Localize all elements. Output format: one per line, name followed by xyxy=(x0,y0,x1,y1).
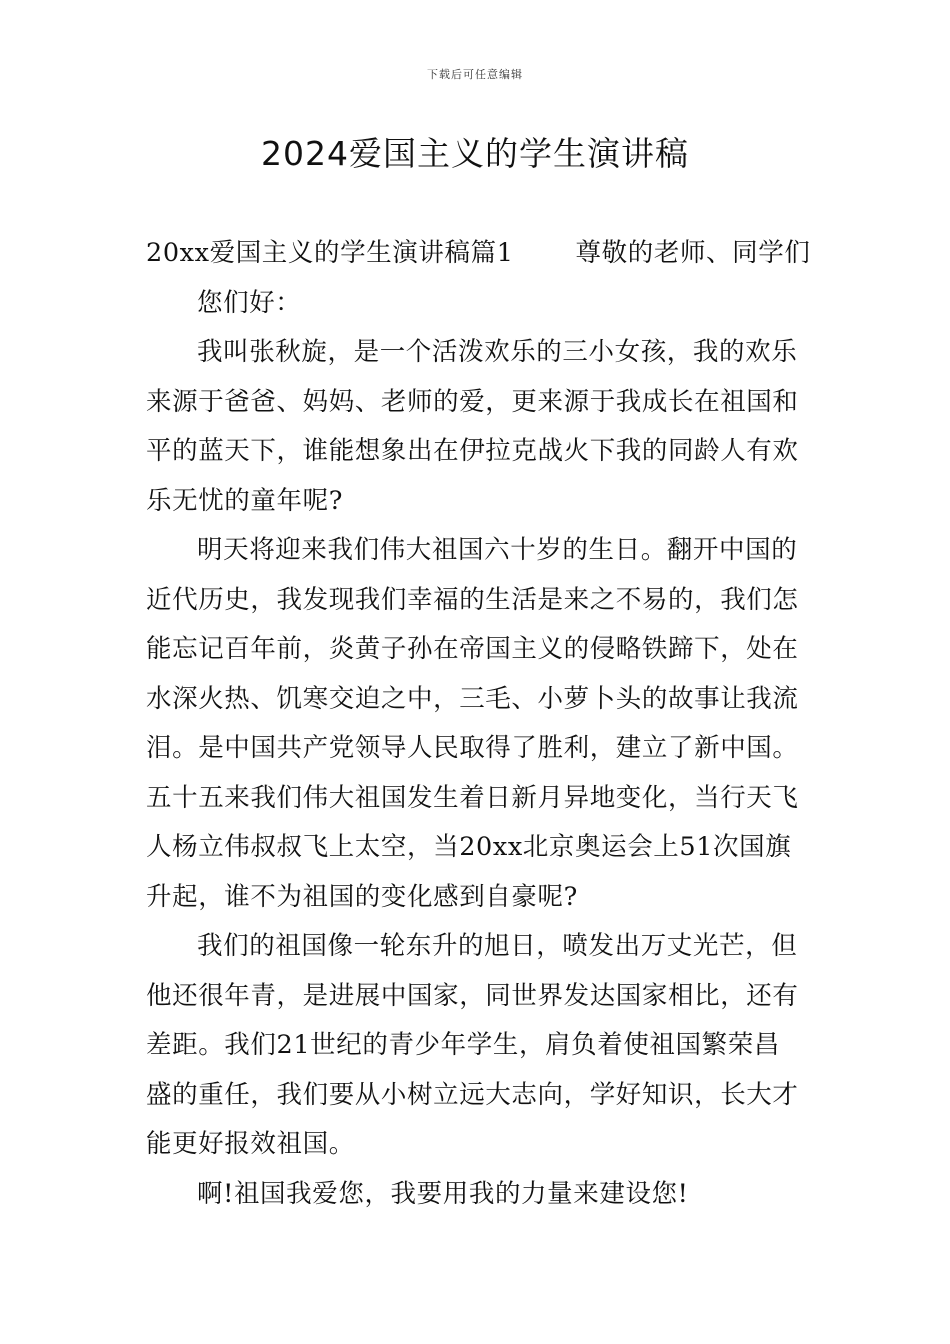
section-heading-line xyxy=(146,229,811,279)
paragraph-1: 我叫张秋旋，是一个活泼欢乐的三小女孩，我的欢乐来源于爸爸、妈妈、老师的爱，更来源于我成长在祖国和平的蓝天下，谁能想象出在伊拉克战火下我的同龄人有欢乐无忧的童年呢? xyxy=(146,337,799,516)
paragraph-3: 我们的祖国像一轮东升的旭日，喷发出万丈光芒，但他还很年青，是进展中国家，同世界发达国家相比，还有差距。我们21世纪的青少年学生，肩负着使祖国繁荣昌盛的重任，我们要从小树立远大志向，学好知识，长大才能更好报效祖国。 xyxy=(146,931,799,1159)
document-title: 2024爱国主义的学生演讲稿 xyxy=(261,134,689,173)
greeting: 您们好： xyxy=(197,287,302,318)
paragraph-4: 啊!祖国我爱您，我要用我的力量来建设您! xyxy=(197,1178,689,1209)
header-note: 下载后可任意编辑 xyxy=(427,68,523,81)
document-body xyxy=(146,229,811,1219)
salutation: 尊敬的老师、同学们 xyxy=(575,238,811,268)
paragraph-2: 明天将迎来我们伟大祖国六十岁的生日。翻开中国的近代历史，我发现我们幸福的生活是来之不易的，我们怎能忘记百年前，炎黄子孙在帝国主义的侵略铁蹄下，处在水深火热、饥寒交迫之中，三毛、小萝卜头的故事让我流泪。是中国共产党领导人民取得了胜利，建立了新中国。五十五来我们伟大祖国发生着日新月异地变化，当行天飞人杨立伟叔叔飞上太空，当20xx北京奥运会上51次国旗升起，谁不为祖国的变化感到自豪呢? xyxy=(146,535,799,912)
section-heading: 20xx爱国主义的学生演讲稿篇1 xyxy=(146,238,514,268)
